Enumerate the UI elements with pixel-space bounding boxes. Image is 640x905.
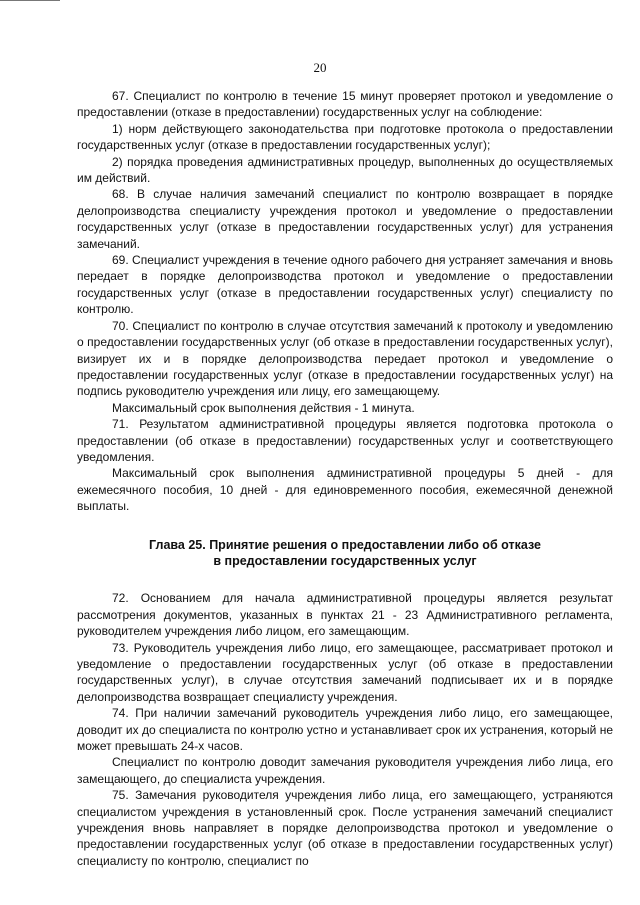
chapter-heading-line-1: Глава 25. Принятие решения о предоставлении либо об отказе — [149, 537, 541, 552]
paragraph-72: 72. Основанием для начала административной процедуры является результат рассмотрения документов, указанных в пунктах 21 - 23 Административного регламента, руководителем учреждения либо лицом, его замещающим. — [77, 591, 613, 639]
paragraph-70: 70. Специалист по контролю в случае отсутствия замечаний к протоколу и уведомлению о предоставлении государственных услуг (об отказе в предоставлении государственных услуг), визирует их и в порядке делопроизводства передает протокол и уведомление о предоставлении государственных услуг (отказе в предоставлении государственных услуг) на подпись руководителю учреждения или лицу, его замещающему. — [77, 318, 613, 399]
paragraph-70-deadline: Максимальный срок выполнения действия - 1 минута. — [112, 400, 415, 415]
paragraph-71-deadline: Максимальный срок выполнения административной процедуры 5 дней - для ежемесячного пособия, 10 дней - для единовременного пособия, ежемесячной денежной выплаты. — [77, 466, 613, 514]
paragraph-74: 74. При наличии замечаний руководитель учреждения либо лицо, его замещающее, доводит их до специалиста по контролю устно и устанавливает срок их устранения, который не может превышать 24-х часов. — [77, 706, 613, 754]
chapter-heading — [77, 537, 613, 570]
top-divider — [0, 0, 60, 1]
page-number: 20 — [313, 60, 327, 75]
paragraph-71: 71. Результатом административной процедуры является подготовка протокола о предоставлении (об отказе в предоставлении) государственных услуг и соответствующего уведомления. — [77, 417, 613, 464]
paragraph-73: 73. Руководитель учреждения либо лицо, его замещающее, рассматривает протокол и уведомление о предоставлении государственных услуг (об отказе в предоставлении государственных услуг), в случае отсутствия замечаний подписывает их и в порядке делопроизводства возвращает специалисту учреждения. — [77, 640, 613, 704]
paragraph-67-item-2: 2) порядка проведения административных процедур, выполненных до осуществляемых им действий. — [77, 154, 613, 186]
paragraph-75: 75. Замечания руководителя учреждения либо лица, его замещающего, устраняются специалистом учреждения в установленный срок. После устранения замечаний специалист учреждения вновь направляет в порядке делопроизводства протокол и уведомление о предоставлении государственных услуг (об отказе в предоставлении государственных услуг) специалисту по контролю, специалист по — [77, 788, 613, 868]
paragraph-69: 69. Специалист учреждения в течение одного рабочего дня устраняет замечания и вновь передает в порядке делопроизводства протокол и уведомление о предоставлении государственных услуг (отказе в предоставлении государственных услуг) специалисту по контролю. — [77, 253, 613, 317]
paragraph-74-note: Специалист по контролю доводит замечания руководителя учреждения либо лица, его замещающего, до специалиста учреждения. — [77, 755, 613, 786]
chapter-heading-line-2: в предоставлении государственных услуг — [213, 553, 477, 568]
paragraph-67: 67. Специалист по контролю в течение 15 минут проверяет протокол и уведомление о предоставлении (отказе в предоставлении) государственных услуг на соблюдение: — [77, 89, 613, 120]
document-body — [77, 88, 613, 869]
paragraph-67-item-1: 1) норм действующего законодательства при подготовке протокола о предоставлении государственных услуг (отказе в предоставлении государственных услуг); — [77, 121, 613, 153]
paragraph-68: 68. В случае наличия замечаний специалист по контролю возвращает в порядке делопроизводства специалисту учреждения протокол и уведомление о предоставлении государственных услуг (отказе в предоставлении государственных услуг) для устранения замечаний. — [77, 187, 613, 251]
